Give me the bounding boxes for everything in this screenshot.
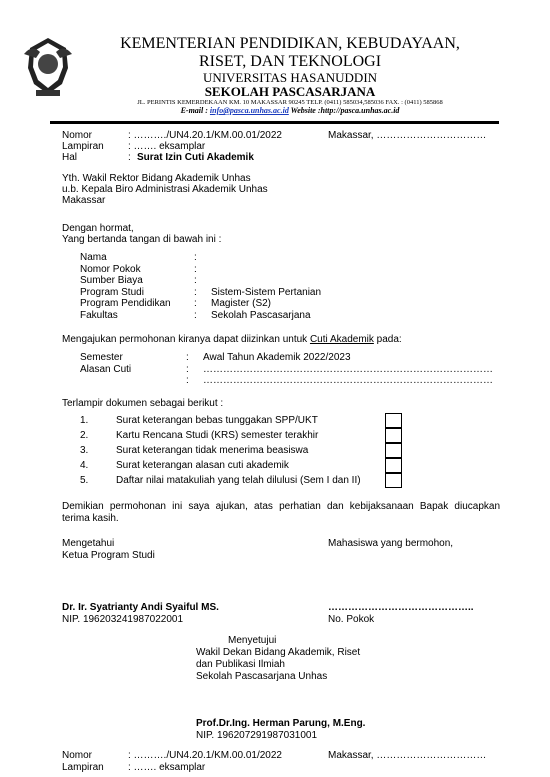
center-sign-title3: dan Publikasi Ilmiah (196, 659, 285, 670)
semester-value: Awal Tahun Akademik 2022/2023 (203, 352, 351, 363)
identity-value: Sistem-Sistem Pertanian (211, 286, 322, 298)
footer-nomor-label: Nomor (62, 750, 93, 761)
identity-colon: : (194, 263, 197, 275)
identity-colon: : (194, 252, 197, 263)
reason-dots: …………………………………………………………………………… (203, 364, 493, 375)
university-logo (22, 34, 74, 100)
footer-place-date: Makassar, …………………………… (328, 750, 487, 761)
doc-text: Kartu Rencana Studi (KRS) semester terakhir (116, 430, 319, 441)
doc-number: 2. (80, 430, 89, 441)
request-line (62, 334, 402, 346)
center-sign-title2: Wakil Dekan Bidang Akademik, Riset (196, 647, 361, 658)
email-label: E-mail : (180, 106, 210, 115)
center-sign-title1: Menyetujui (228, 635, 277, 646)
identity-label: Program Pendidikan (80, 298, 171, 309)
doc-text: Surat keterangan alasan cuti akademik (116, 460, 289, 471)
letterhead-contact (80, 106, 500, 116)
reason-label: Alasan Cuti (80, 364, 132, 375)
salutation-line2: Yang bertanda tangan di bawah ini : (62, 234, 222, 245)
identity-value: Sekolah Pascasarjana (211, 309, 311, 321)
identity-row (80, 298, 480, 310)
doc-number: 3. (80, 445, 89, 456)
identity-colon: : (194, 286, 197, 298)
left-sign-name: Dr. Ir. Syatrianty Andi Syaiful MS. (62, 602, 219, 613)
place-date: Makassar, …………………………… (328, 130, 487, 141)
identity-row (80, 275, 480, 287)
right-sign-nip: No. Pokok (328, 614, 375, 625)
letterhead-ministry-line1: KEMENTERIAN PENDIDIKAN, KEBUDAYAAN, (120, 35, 460, 52)
attach-title: Terlampir dokumen sebagai berikut : (62, 398, 224, 409)
doc-text: Surat keterangan bebas tunggakan SPP/UKT (116, 415, 318, 426)
request-suffix: pada: (373, 334, 402, 345)
center-sign-title4: Sekolah Pascasarjana Unhas (196, 671, 328, 682)
left-sign-title2: Ketua Program Studi (62, 550, 155, 561)
doc-checkbox[interactable] (385, 458, 402, 473)
identity-colon: : (194, 275, 197, 286)
email-link[interactable]: info@pasca.unhas.ac.id (209, 106, 289, 115)
letterhead-address: JL. PERINTIS KEMERDEKAAN KM. 10 MAKASSAR 90245 TELP. (0411) 585034,585036 FAX. : (0411) 585868 (137, 99, 443, 106)
doc-number: 1. (80, 415, 89, 426)
identity-row (80, 252, 480, 264)
footer-lampiran-value: : ……. eksamplar (128, 762, 206, 773)
identity-table (80, 252, 480, 321)
identity-label: Nomor Pokok (80, 263, 141, 275)
hal-value: Surat Izin Cuti Akademik (137, 152, 254, 163)
recipient-line3: Makassar (62, 195, 106, 206)
letterhead-school: SEKOLAH PASCASARJANA (204, 84, 376, 99)
identity-row (80, 264, 480, 276)
doc-checkbox[interactable] (385, 413, 402, 428)
doc-checkbox[interactable] (385, 443, 402, 458)
semester-label: Semester (80, 352, 123, 363)
doc-number: 5. (80, 475, 89, 486)
footer-lampiran-label: Lampiran (62, 762, 104, 773)
right-sign-title: Mahasiswa yang bermohon, (328, 538, 454, 549)
letterhead-university: UNIVERSITAS HASANUDDIN (202, 70, 378, 85)
identity-label: Sumber Biaya (80, 275, 143, 286)
doc-text: Daftar nilai matakuliah yang telah dilulusi (Sem I dan II) (116, 475, 361, 486)
footer-nomor-value: : ………./UN4.20.1/KM.00.01/2022 (128, 750, 282, 761)
lampiran-value: : ……. eksamplar (128, 141, 206, 152)
identity-row (80, 310, 480, 322)
identity-colon: : (194, 298, 197, 309)
left-sign-title1: Mengetahui (62, 538, 115, 549)
lampiran-label: Lampiran (62, 141, 104, 152)
doc-checkbox[interactable] (385, 473, 402, 488)
doc-checkbox[interactable] (385, 428, 402, 443)
recipient-line2: u.b. Kepala Biro Administrasi Akademik Unhas (62, 184, 268, 195)
identity-value: Magister (S2) (211, 298, 272, 309)
closing-line2: terima kasih. (62, 513, 119, 524)
salutation-line1: Dengan hormat, (62, 223, 134, 234)
identity-label: Nama (80, 252, 107, 263)
left-sign-nip: NIP. 196203241987022001 (62, 614, 184, 625)
semester-colon: : (186, 352, 189, 363)
letterhead-divider (50, 121, 499, 124)
center-sign-nip: NIP. 196207291987031001 (196, 730, 318, 741)
closing-line1: Demikian permohonan ini saya ajukan, atas perhatian dan kebijaksanaan Bapak diucapkan (62, 501, 500, 512)
identity-colon: : (194, 309, 197, 321)
identity-label: Fakultas (80, 309, 118, 321)
request-text: Mengajukan permohonan kiranya dapat diizinkan untuk (62, 334, 310, 345)
request-link: Cuti Akademik (309, 334, 374, 345)
website-text: Website :http://pasca.unhas.ac.id (288, 106, 400, 115)
hal-colon: : (128, 152, 131, 163)
reason-dots: …………………………………………………………………………… (203, 375, 493, 386)
letterhead-ministry-line2: RISET, DAN TEKNOLOGI (198, 53, 382, 70)
nomor-label: Nomor (62, 130, 93, 141)
identity-row (80, 287, 480, 299)
reason-colon: : (186, 375, 189, 386)
doc-number: 4. (80, 460, 89, 471)
reason-colon: : (186, 364, 189, 375)
right-sign-name: …………………………………….. (328, 602, 474, 613)
center-sign-name: Prof.Dr.Ing. Herman Parung, M.Eng. (196, 718, 366, 729)
doc-text: Surat keterangan tidak menerima beasiswa (116, 445, 309, 456)
hal-label: Hal (62, 152, 78, 163)
recipient-line1: Yth. Wakil Rektor Bidang Akademik Unhas (62, 173, 251, 184)
nomor-value: : ………./UN4.20.1/KM.00.01/2022 (128, 130, 282, 141)
identity-label: Program Studi (80, 286, 144, 298)
